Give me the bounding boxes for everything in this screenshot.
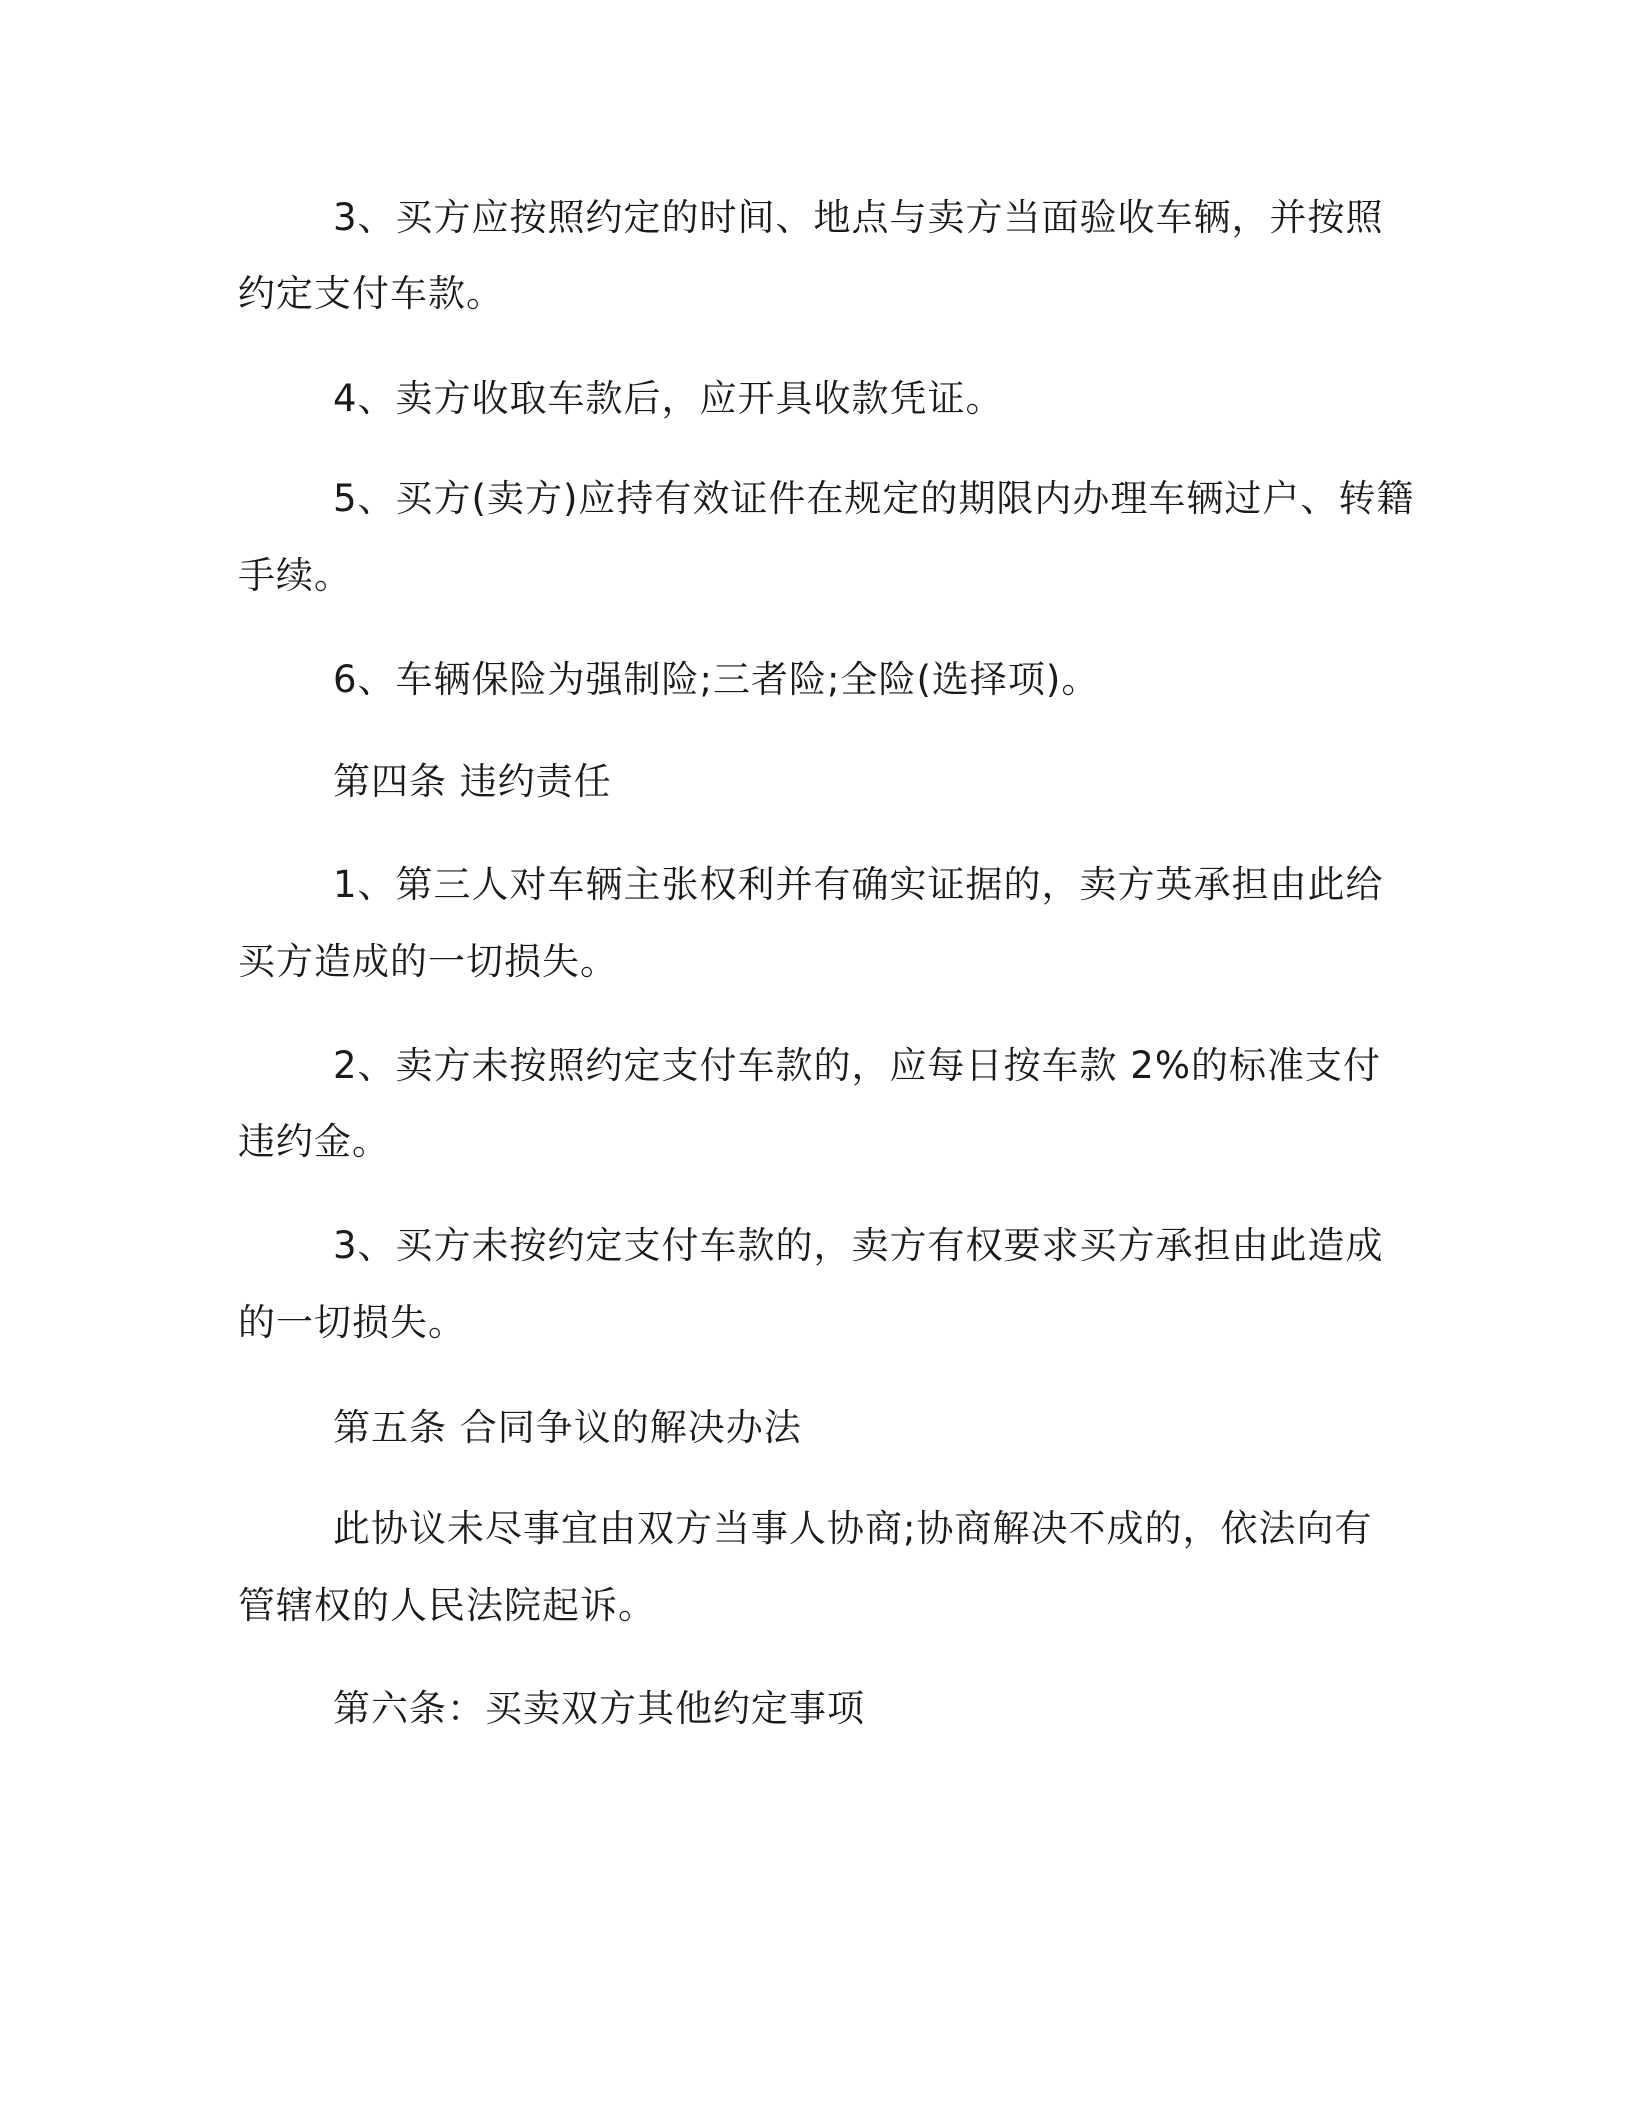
clause-3-4: 4、卖方收取车款后，应开具收款凭证。 bbox=[333, 377, 1004, 420]
clause-3-5-line-2: 手续。 bbox=[238, 554, 352, 597]
clause-3-6: 6、车辆保险为强制险;三者险;全险(选择项)。 bbox=[333, 658, 1100, 701]
article-5-text-line-2: 管辖权的人民法院起诉。 bbox=[238, 1584, 656, 1627]
clause-4-2-line-2: 违约金。 bbox=[238, 1120, 390, 1163]
clause-3-3-line-1: 3、买方应按照约定的时间、地点与卖方当面验收车辆，并按照 bbox=[333, 196, 1384, 239]
article-5-text-line-1: 此协议未尽事宜由双方当事人协商;协商解决不成的，依法向有 bbox=[333, 1507, 1373, 1550]
clause-4-3-line-2: 的一切损失。 bbox=[238, 1301, 466, 1344]
clause-4-2-line-1: 2、卖方未按照约定支付车款的，应每日按车款 2%的标准支付 bbox=[333, 1044, 1381, 1087]
article-5-heading: 第五条 合同争议的解决办法 bbox=[333, 1406, 802, 1449]
clause-4-3-line-1: 3、买方未按约定支付车款的，卖方有权要求买方承担由此造成 bbox=[333, 1224, 1384, 1267]
article-6-heading: 第六条：买卖双方其他约定事项 bbox=[333, 1687, 865, 1730]
article-4-heading: 第四条 违约责任 bbox=[333, 760, 612, 803]
clause-4-1-line-2: 买方造成的一切损失。 bbox=[238, 940, 618, 983]
clause-3-3-line-2: 约定支付车款。 bbox=[238, 272, 504, 315]
clause-3-5-line-1: 5、买方(卖方)应持有效证件在规定的期限内办理车辆过户、转籍 bbox=[333, 477, 1415, 520]
clause-4-1-line-1: 1、第三人对车辆主张权利并有确实证据的，卖方英承担由此给 bbox=[333, 863, 1384, 906]
